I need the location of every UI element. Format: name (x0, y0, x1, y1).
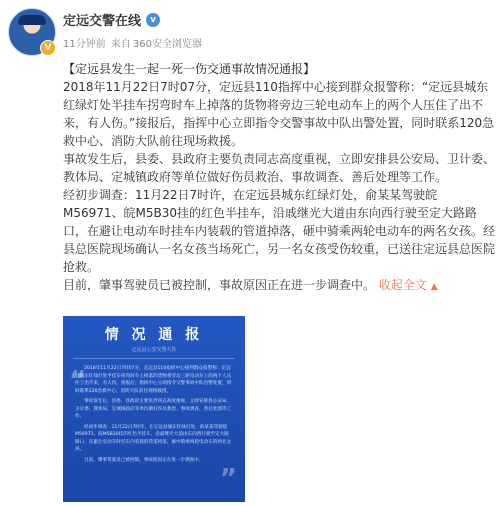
notice-title: 情 况 通 报 (104, 327, 204, 343)
notice-paragraph: 经初步调查：11月22日7时许，在定远县城东红绿灯处，俞某某驾驶皖M56971、皖M5B30挂的红色半挂车，沿戚继光大道由东向西行驶至定大路路口，在避让电动车时挂车内装载的管道掉落，砸中骑乘两轮电动车的两名女孩。 (75, 424, 232, 452)
account-avatar[interactable] (8, 8, 56, 56)
notice-paragraph: 事故发生后，县委、县政府主要负责同志高度重视，立即安排县公安局、卫计委、教体局、定城镇政府等单位做好伤员救治、事故调查、善后处理等工作。 (75, 399, 232, 419)
post-time[interactable]: 11分钟前 (63, 39, 106, 50)
account-name[interactable]: 定远交警在线 (63, 14, 142, 29)
post-last-line (63, 276, 495, 296)
notice-paragraph: 目前，肇事驾驶员已被控制，事故原因正在进一步调查中。 (84, 457, 204, 463)
notice-body (75, 365, 233, 464)
collapse-button[interactable] (379, 278, 438, 292)
notice-image[interactable] (63, 316, 245, 502)
post-paragraph: 2018年11月22日7时07分，定远县110指挥中心接到群众报警称：“定远县城东红绿灯处半挂车拐弯时车上掉落的货物将旁边三轮电动车上的两个人压住了出不来，有人伤。”接报后，指挥中心立即指令交警事故中队出警处置，同时联系120急救中心、消防大队前往现场救援。 (63, 80, 495, 148)
open-quote-icon: “ (69, 366, 87, 396)
source-prefix: 来自 (110, 39, 131, 50)
post-header (63, 10, 489, 50)
post-body (63, 60, 495, 296)
name-row (63, 10, 489, 29)
post-paragraph: 经初步调查：11月22日7时许，在定远县城东红绿灯处，俞某某驾驶皖M56971、皖M5B30挂的红色半挂车，沿戚继光大道由东向西行驶至定大路路口，在避让电动车时挂车内装载的管道掉落，砸中骑乘两轮电动车的两名女孩。经县总医院现场确认一名女孩当场死亡，另一名女孩受伤较重，已送往定远县总医院抢救。 (63, 188, 496, 274)
collapse-label: 收起全文 (378, 278, 427, 292)
post-title: 【定远县发生一起一死一伤交通事故情况通报】 (63, 62, 316, 76)
notice-paragraph: 2018年11月22日7时07分，定远县110指挥中心接到群众报警称：定远县城东红绿灯处半挂车拐弯时车上掉落的货物将旁边三轮电动车上的两个人压住了出不来，有人伤。接报后，指挥中心立即指令交警事故中队出警处置，同时联系120急救中心、消防大队前往现场救援。 (75, 366, 232, 394)
notice-divider (73, 358, 235, 359)
post-source: 360安全浏览器 (132, 39, 203, 50)
chevron-up-icon: ▲ (430, 282, 438, 292)
close-quote-icon: ” (219, 464, 237, 494)
verified-icon: v (146, 13, 160, 27)
post-paragraph: 事故发生后，县委、县政府主要负责同志高度重视，立即安排县公安局、卫计委、教体局、定城镇政府等单位做好伤员救治、事故调查、善后处理等工作。 (63, 152, 496, 184)
post-meta (63, 35, 489, 50)
notice-subtitle: 定远县公安交警大队 (131, 347, 177, 353)
police-cap-icon (18, 15, 46, 25)
verified-badge-icon: V (40, 40, 56, 56)
post-last-text: 目前，肇事驾驶员已被控制，事故原因正在进一步调查中。 (63, 278, 376, 292)
